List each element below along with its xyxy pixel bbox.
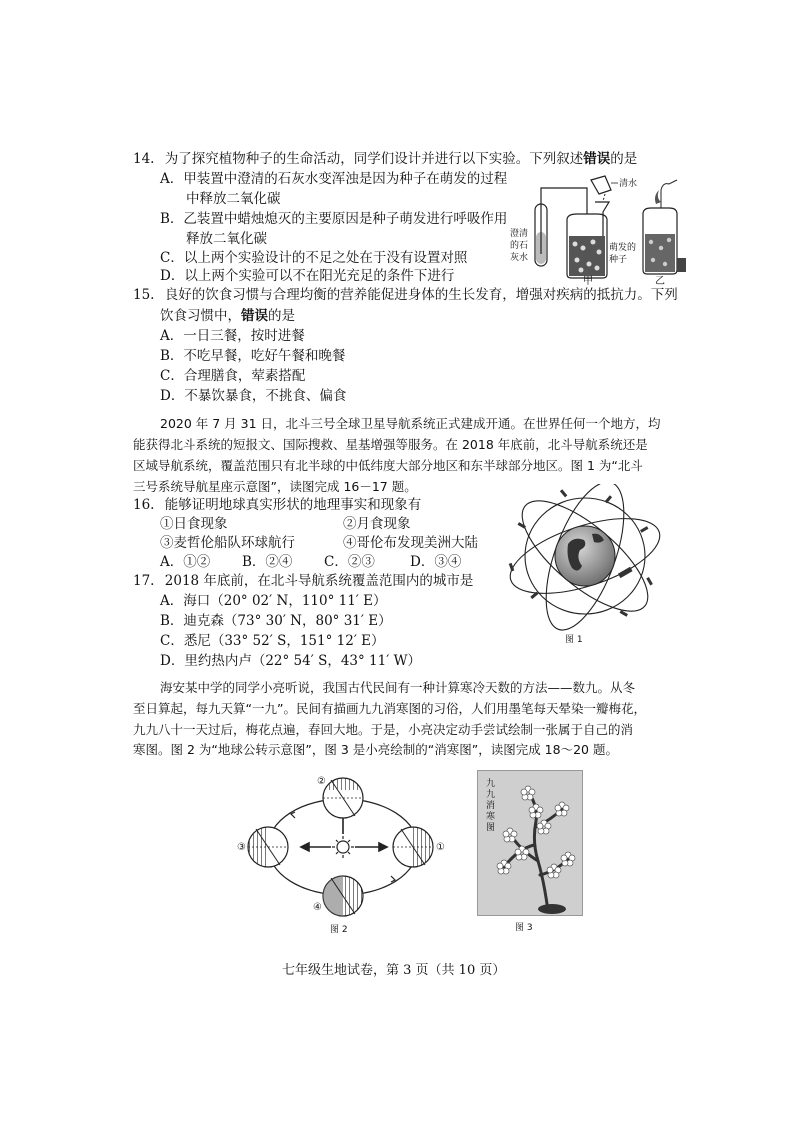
earth-globe	[555, 526, 615, 586]
passage2-line4: 寒图。图 2 为“地球公转示意图”，图 3 是小亮绘制的“消寒图”，读图完成 18～20 题。	[133, 742, 618, 757]
q16-option-a[interactable]: A．①②	[160, 554, 211, 570]
passage1-line1: 2020 年 7 月 31 日，北斗三号全球卫星导航系统正式建成开通。在世界任何一个地方，均	[160, 416, 661, 431]
limewater-label-2: 的石	[510, 241, 529, 251]
water-label: 清水	[619, 179, 638, 189]
passage2-line2: 至日算起，每九天算“一九”。民间有描画九九消寒图的习俗，人们用墨笔每天晕染一瓣梅花，	[133, 701, 646, 716]
q16-option-b[interactable]: B．②④	[242, 554, 293, 570]
q17-stem	[133, 571, 473, 591]
seeds-label-1: 萌发的	[609, 243, 637, 253]
q14-stem-text-a: 为了探究植物种子的生命活动，同学们设计并进行以下实验。下列叙述	[164, 151, 584, 167]
q16-stem	[133, 495, 421, 515]
q14-option-a[interactable]: A．甲装置中澄清的石灰水变浑浊是因为种子在萌发的过程	[160, 171, 508, 187]
q16-item-3: ③麦哲伦船队环球航行	[160, 535, 295, 551]
q14-option-b[interactable]: B．乙装置中蜡烛熄灭的主要原因是种子萌发进行呼吸作用	[160, 211, 508, 227]
seed-experiment-figure	[505, 174, 690, 286]
fig2-caption: 图 2	[330, 925, 348, 935]
q14-stem	[133, 149, 637, 169]
beidou-constellation-figure	[500, 484, 670, 634]
passage2-line1: 海安某中学的同学小亮听说，我国古代民间有一种计算寒冷天数的方法——数九。从冬	[160, 680, 636, 695]
label-yi: 乙	[655, 276, 665, 286]
q15-stem-bold: 错误	[241, 308, 268, 324]
label-position-2: ②	[317, 776, 326, 787]
connecting-tube	[541, 188, 587, 214]
q15-option-d[interactable]: D．不暴饮暴食，不挑食、偏食	[160, 388, 347, 404]
page-footer: 七年级生地试卷，第 3 页（共 10 页）	[282, 963, 506, 978]
passage1-line2: 能获得北斗系统的短报文、国际搜救、星基增强等服务。在 2018 年底前，北斗导航系统还是	[133, 437, 648, 452]
q15-number: 15.	[133, 287, 155, 303]
plum-branch	[478, 771, 582, 915]
q15-stem-line1	[133, 285, 678, 305]
label-position-4: ④	[313, 902, 322, 913]
q14-option-d[interactable]: D．以上两个实验可以不在阳光充足的条件下进行	[160, 268, 455, 284]
earth-position-3	[248, 827, 288, 867]
q15-stem-text: 良好的饮食习惯与合理均衡的营养能促进身体的生长发育，增强对疾病的抵抗力。下列	[164, 287, 678, 303]
q15-option-b[interactable]: B．不吃早餐，吃好午餐和晚餐	[160, 348, 346, 364]
q15-option-c[interactable]: C．合理膳食，荤素搭配	[160, 368, 306, 384]
q15-stem-line2	[160, 306, 295, 326]
q14-option-b-cont: 释放二氧化碳	[186, 231, 267, 247]
q16-item-4: ④哥伦布发现美洲大陆	[343, 535, 478, 551]
xiaohan-title: 九九消寒图	[486, 779, 496, 833]
limewater-label-1: 澄清	[510, 229, 529, 239]
q17-number: 17.	[133, 573, 155, 589]
q14-stem-text-b: 的是	[610, 151, 638, 167]
passage2-line3: 九九八十一天过后，梅花点遍，春回大地。于是，小亮决定动手尝试绘制一张属于自己的消	[133, 722, 634, 737]
earth-revolution-figure	[233, 772, 448, 922]
q16-stem-text: 能够证明地球真实形状的地理事实和现象有	[164, 497, 422, 513]
label-jia: 甲	[583, 276, 593, 286]
xiaohan-chart	[477, 770, 583, 916]
candle-smoke	[655, 190, 661, 204]
fig1-caption: 图 1	[565, 635, 583, 645]
earth-position-2	[323, 778, 363, 818]
fig3-caption: 图 3	[515, 923, 533, 933]
q15-stem-text-a: 饮食习惯中，	[160, 308, 241, 324]
lid	[677, 258, 686, 272]
earth-position-4	[323, 876, 363, 916]
q16-option-c[interactable]: C．②③	[324, 554, 375, 570]
q15-option-a[interactable]: A．一日三餐，按时进餐	[160, 328, 305, 344]
q17-option-b[interactable]: B．迪克森（73° 30′ N，80° 31′ E）	[160, 613, 392, 629]
earth-position-1	[393, 827, 433, 867]
q17-option-c[interactable]: C．悉尼（33° 52′ S，151° 12′ E）	[160, 633, 385, 649]
q15-stem-text-b: 的是	[268, 308, 295, 324]
q14-option-a-cont: 中释放二氧化碳	[186, 191, 281, 207]
passage1-line3: 区域导航系统，覆盖范围只有北半球的中低纬度大部分地区和东半球部分地区。图 1 为“北斗	[133, 458, 643, 473]
label-position-1: ①	[436, 842, 445, 853]
q17-option-d[interactable]: D．里约热内卢（22° 54′ S，43° 11′ W）	[160, 653, 421, 669]
limewater-label-3: 灰水	[510, 253, 529, 263]
q17-option-a[interactable]: A．海口（20° 02′ N，110° 11′ E）	[160, 593, 387, 609]
q17-stem-text: 2018 年底前，在北斗导航系统覆盖范围内的城市是	[164, 573, 474, 589]
q14-stem-bold: 错误	[583, 151, 611, 167]
seeds-label-2: 种子	[609, 255, 628, 265]
q16-option-d[interactable]: D．③④	[410, 554, 462, 570]
candle-wire	[661, 180, 677, 208]
q14-option-c[interactable]: C．以上两个实验设计的不足之处在于没有设置对照	[160, 250, 468, 266]
label-position-3: ③	[237, 842, 246, 853]
q16-number: 16.	[133, 497, 155, 513]
q14-number: 14.	[133, 151, 155, 167]
sun-icon	[332, 836, 354, 858]
q16-item-2: ②月食现象	[343, 516, 411, 532]
q16-item-1: ①日食现象	[160, 516, 228, 532]
beaker	[591, 176, 611, 194]
passage1-line4: 三号系统导航星座示意图”，读图完成 16－17 题。	[133, 479, 417, 494]
